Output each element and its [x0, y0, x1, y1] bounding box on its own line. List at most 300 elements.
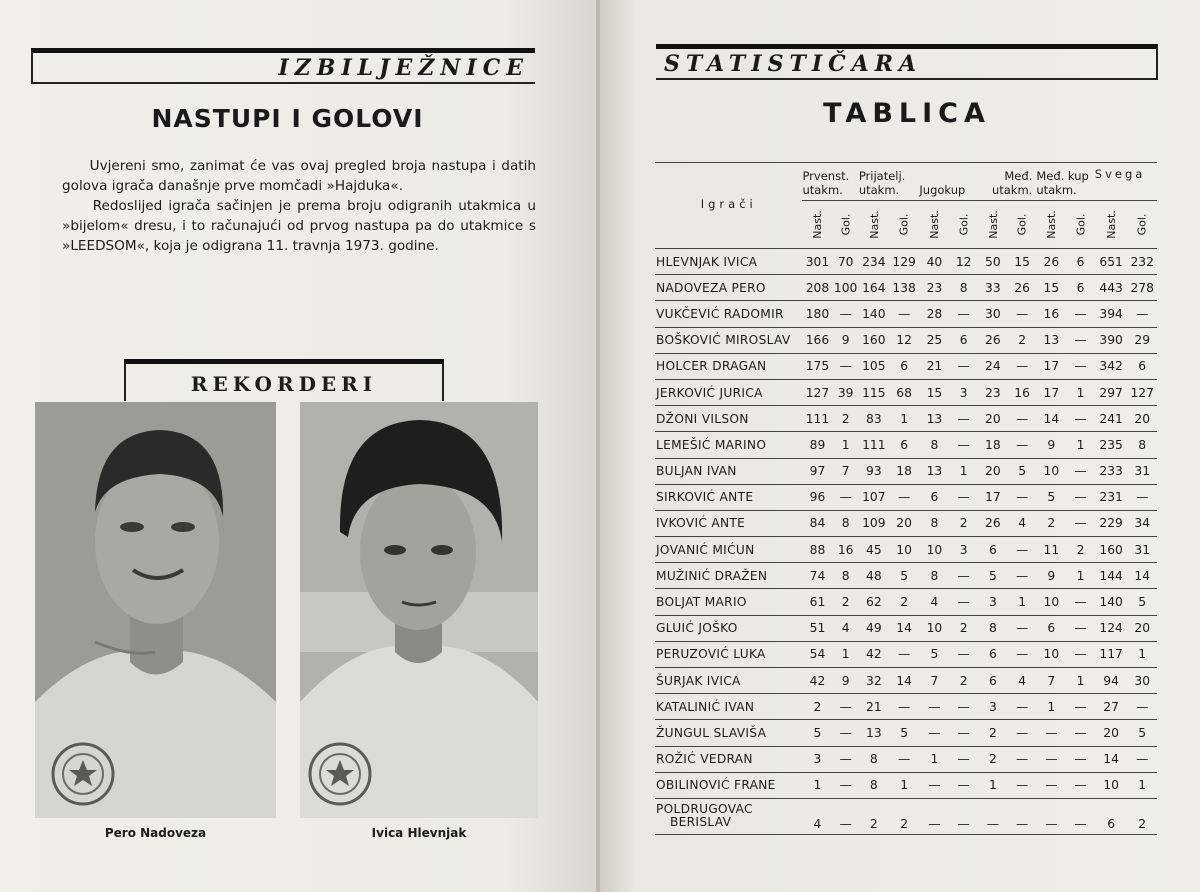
- stat-cell: 144: [1095, 563, 1128, 589]
- stat-cell: 30: [1127, 668, 1157, 694]
- stat-cell: 28: [919, 301, 949, 327]
- stat-cell: 23: [919, 275, 949, 301]
- stats-table: [655, 162, 1157, 835]
- stat-cell: 61: [802, 589, 832, 615]
- stat-cell: —: [832, 694, 858, 720]
- sub-nast-6-label: Nast.: [1104, 210, 1118, 239]
- stat-cell: —: [949, 484, 977, 510]
- stat-cell: 1: [1127, 772, 1157, 798]
- stat-cell: 10: [1036, 641, 1066, 667]
- sub-gol-2-label: Gol.: [897, 213, 911, 236]
- stat-cell: 8: [859, 772, 889, 798]
- stat-cell: 84: [802, 510, 832, 536]
- stat-cell: —: [889, 641, 920, 667]
- sub-nast-6: [1095, 201, 1128, 249]
- stat-cell: 6: [1036, 615, 1066, 641]
- player-name: OBILINOVIĆ FRANE: [655, 772, 802, 798]
- stat-cell: —: [919, 798, 949, 834]
- stat-cell: 94: [1095, 668, 1128, 694]
- stat-cell: 2: [832, 589, 858, 615]
- sub-nast-4: [978, 201, 1008, 249]
- stat-cell: —: [832, 772, 858, 798]
- sub-gol-1-label: Gol.: [839, 213, 853, 236]
- stat-cell: —: [832, 720, 858, 746]
- stat-cell: 29: [1127, 327, 1157, 353]
- stat-cell: 2: [1036, 510, 1066, 536]
- rekorderi-title: REKORDERI: [190, 372, 378, 396]
- player-photo-1-image: [35, 402, 276, 818]
- stat-cell: 3: [949, 379, 977, 405]
- stat-cell: 3: [978, 694, 1008, 720]
- sub-gol-3-label: Gol.: [957, 213, 971, 236]
- stat-cell: —: [1127, 301, 1157, 327]
- stat-cell: 117: [1095, 641, 1128, 667]
- stat-cell: —: [1066, 798, 1094, 834]
- stat-cell: 1: [832, 641, 858, 667]
- stat-cell: 20: [978, 458, 1008, 484]
- sub-gol-5: [1066, 201, 1094, 249]
- player-name: [655, 798, 802, 834]
- table-row: [655, 327, 1157, 353]
- sub-gol-6: [1127, 201, 1157, 249]
- stats-table-body: [655, 249, 1157, 835]
- stat-cell: 17: [978, 484, 1008, 510]
- stat-cell: —: [949, 563, 977, 589]
- player-name: ŠURJAK IVICA: [655, 668, 802, 694]
- photo-caption-2: Ivica Hlevnjak: [371, 826, 467, 840]
- stat-cell: 13: [859, 720, 889, 746]
- player-name: ROŽIĆ VEDRAN: [655, 746, 802, 772]
- stat-cell: 16: [1008, 379, 1036, 405]
- player-name: JERKOVIĆ JURICA: [655, 379, 802, 405]
- stat-cell: 6: [889, 353, 920, 379]
- stat-cell: 50: [978, 249, 1008, 275]
- stat-cell: —: [949, 406, 977, 432]
- intro-text: [62, 156, 536, 256]
- stat-cell: 278: [1127, 275, 1157, 301]
- stat-cell: 100: [832, 275, 858, 301]
- player-name: BOŠKOVIĆ MIROSLAV: [655, 327, 802, 353]
- stat-cell: 3: [802, 746, 832, 772]
- table-row: [655, 249, 1157, 275]
- stat-cell: 297: [1095, 379, 1128, 405]
- stat-cell: 25: [919, 327, 949, 353]
- stat-cell: 7: [832, 458, 858, 484]
- player-name: SIRKOVIĆ ANTE: [655, 484, 802, 510]
- player-name: MUŽINIĆ DRAŽEN: [655, 563, 802, 589]
- stat-cell: 2: [889, 798, 920, 834]
- stat-cell: 2: [802, 694, 832, 720]
- stat-cell: 20: [889, 510, 920, 536]
- stat-cell: —: [889, 746, 920, 772]
- col-group-5: [1036, 163, 1094, 201]
- stat-cell: 160: [859, 327, 889, 353]
- rekorderi-box: [124, 359, 444, 401]
- stat-cell: 7: [1036, 668, 1066, 694]
- stat-cell: 2: [1008, 327, 1036, 353]
- col-group-2-line2: utakm.: [858, 183, 900, 197]
- stat-cell: 232: [1127, 249, 1157, 275]
- stat-cell: 4: [1008, 510, 1036, 536]
- stat-cell: 93: [859, 458, 889, 484]
- player-name: NADOVEZA PERO: [655, 275, 802, 301]
- table-row: [655, 353, 1157, 379]
- stat-cell: 17: [1036, 379, 1066, 405]
- stat-cell: 18: [889, 458, 920, 484]
- stat-cell: 89: [802, 432, 832, 458]
- stat-cell: 1: [1008, 589, 1036, 615]
- stat-cell: 31: [1127, 537, 1157, 563]
- stat-cell: 140: [1095, 589, 1128, 615]
- stat-cell: 62: [859, 589, 889, 615]
- stat-cell: 394: [1095, 301, 1128, 327]
- player-photo-1: [35, 402, 276, 818]
- intro-paragraph-2: [62, 196, 536, 256]
- stat-cell: 6: [978, 537, 1008, 563]
- stat-cell: —: [1066, 484, 1094, 510]
- stat-cell: 14: [1036, 406, 1066, 432]
- photo-caption-1: Pero Nadoveza: [104, 826, 207, 840]
- stat-cell: 33: [978, 275, 1008, 301]
- stat-cell: —: [949, 772, 977, 798]
- stat-cell: —: [889, 484, 920, 510]
- stat-cell: 83: [859, 406, 889, 432]
- stat-cell: 48: [859, 563, 889, 589]
- stat-cell: 1: [802, 772, 832, 798]
- stat-cell: 8: [1127, 432, 1157, 458]
- stat-cell: —: [949, 720, 977, 746]
- stat-cell: 2: [832, 406, 858, 432]
- stat-cell: 26: [1008, 275, 1036, 301]
- stat-cell: 2: [978, 746, 1008, 772]
- col-group-1-line1: Prvenst.: [802, 169, 850, 183]
- stat-cell: 2: [949, 668, 977, 694]
- stat-cell: 23: [978, 379, 1008, 405]
- stat-cell: 24: [978, 353, 1008, 379]
- table-row: [655, 694, 1157, 720]
- sub-gol-4-label: Gol.: [1015, 213, 1029, 236]
- stat-cell: —: [1066, 458, 1094, 484]
- stat-cell: 115: [859, 379, 889, 405]
- table-row: [655, 275, 1157, 301]
- stat-cell: 164: [859, 275, 889, 301]
- stat-cell: 4: [1008, 668, 1036, 694]
- stat-cell: 5: [1127, 589, 1157, 615]
- stat-cell: 6: [978, 641, 1008, 667]
- stat-cell: 9: [1036, 563, 1066, 589]
- stat-cell: 231: [1095, 484, 1128, 510]
- stat-cell: 10: [919, 537, 949, 563]
- stat-cell: —: [1066, 746, 1094, 772]
- stat-cell: 5: [1127, 720, 1157, 746]
- stat-cell: —: [978, 798, 1008, 834]
- stat-cell: 109: [859, 510, 889, 536]
- player-name: GLUIĆ JOŠKO: [655, 615, 802, 641]
- stat-cell: —: [1036, 720, 1066, 746]
- table-row: [655, 458, 1157, 484]
- stat-cell: —: [1066, 301, 1094, 327]
- stat-cell: 1: [1127, 641, 1157, 667]
- stat-cell: 2: [949, 510, 977, 536]
- stat-cell: 6: [919, 484, 949, 510]
- stat-cell: —: [1127, 484, 1157, 510]
- stat-cell: 96: [802, 484, 832, 510]
- stat-cell: 26: [978, 327, 1008, 353]
- stat-cell: —: [919, 694, 949, 720]
- stat-cell: 8: [832, 563, 858, 589]
- stat-cell: —: [1066, 327, 1094, 353]
- stat-cell: 235: [1095, 432, 1128, 458]
- stat-cell: 34: [1127, 510, 1157, 536]
- stat-cell: 111: [802, 406, 832, 432]
- stat-cell: 127: [1127, 379, 1157, 405]
- stat-cell: 180: [802, 301, 832, 327]
- sub-nast-4-label: Nast.: [986, 210, 1000, 239]
- stat-cell: 301: [802, 249, 832, 275]
- stat-cell: 8: [978, 615, 1008, 641]
- player-name-line1: POLDRUGOVAC: [656, 802, 753, 817]
- table-row: [655, 720, 1157, 746]
- stat-cell: 1: [1066, 379, 1094, 405]
- table-row: [655, 406, 1157, 432]
- stat-cell: —: [1008, 537, 1036, 563]
- stat-cell: 14: [1095, 746, 1128, 772]
- stat-cell: —: [1008, 484, 1036, 510]
- stat-cell: 68: [889, 379, 920, 405]
- stat-cell: 32: [859, 668, 889, 694]
- stat-cell: 6: [1127, 353, 1157, 379]
- stat-cell: —: [1008, 353, 1036, 379]
- stat-cell: 4: [802, 798, 832, 834]
- stat-cell: 2: [978, 720, 1008, 746]
- page-title-left: NASTUPI I GOLOVI: [151, 104, 424, 133]
- stat-cell: 6: [1066, 249, 1094, 275]
- stat-cell: —: [832, 353, 858, 379]
- player-name-line2: BERISLAV: [670, 815, 732, 830]
- stat-cell: 21: [919, 353, 949, 379]
- stat-cell: 160: [1095, 537, 1128, 563]
- stat-cell: —: [832, 484, 858, 510]
- stat-cell: 20: [1095, 720, 1128, 746]
- stat-cell: 1: [949, 458, 977, 484]
- sub-gol-2: [889, 201, 920, 249]
- table-row: [655, 615, 1157, 641]
- stat-cell: 6: [889, 432, 920, 458]
- stat-cell: —: [889, 694, 920, 720]
- stat-cell: 8: [919, 510, 949, 536]
- stat-cell: 21: [859, 694, 889, 720]
- stat-cell: 2: [889, 589, 920, 615]
- table-row: [655, 798, 1157, 834]
- stat-cell: 13: [1036, 327, 1066, 353]
- table-row: [655, 432, 1157, 458]
- stat-cell: 124: [1095, 615, 1128, 641]
- stat-cell: —: [949, 589, 977, 615]
- player-name: LEMEŠIĆ MARINO: [655, 432, 802, 458]
- intro-paragraph-1-text: Uvjereni smo, zanimat će vas ovaj pregled broja nastupa i datih golova igrača današnje prve momčadi »Hajduka«.: [62, 158, 536, 194]
- sub-gol-3: [949, 201, 977, 249]
- stat-cell: 10: [1036, 589, 1066, 615]
- sub-nast-3-label: Nast.: [927, 210, 941, 239]
- stat-cell: 10: [889, 537, 920, 563]
- stat-cell: —: [1036, 772, 1066, 798]
- player-name: HLEVNJAK IVICA: [655, 249, 802, 275]
- col-group-5-line1: Međ. kup: [1036, 169, 1089, 183]
- sub-gol-4: [1008, 201, 1036, 249]
- stat-cell: —: [949, 301, 977, 327]
- stat-cell: 13: [919, 458, 949, 484]
- player-name: BULJAN IVAN: [655, 458, 802, 484]
- stat-cell: 6: [1066, 275, 1094, 301]
- table-row: [655, 510, 1157, 536]
- stat-cell: 111: [859, 432, 889, 458]
- stat-cell: 233: [1095, 458, 1128, 484]
- stat-cell: —: [1066, 720, 1094, 746]
- stat-cell: 74: [802, 563, 832, 589]
- stat-cell: —: [1066, 641, 1094, 667]
- table-row: [655, 772, 1157, 798]
- stat-cell: 6: [949, 327, 977, 353]
- player-name: VUKČEVIĆ RADOMIR: [655, 301, 802, 327]
- stat-cell: —: [1066, 510, 1094, 536]
- sub-nast-5: [1036, 201, 1066, 249]
- stat-cell: 1: [889, 406, 920, 432]
- stat-cell: 40: [919, 249, 949, 275]
- stat-cell: 26: [978, 510, 1008, 536]
- sub-nast-3: [919, 201, 949, 249]
- stat-cell: 51: [802, 615, 832, 641]
- stat-cell: 5: [978, 563, 1008, 589]
- stat-cell: —: [1008, 563, 1036, 589]
- intro-paragraph-1: [62, 156, 536, 196]
- stat-cell: —: [1066, 406, 1094, 432]
- stat-cell: 70: [832, 249, 858, 275]
- stat-cell: 45: [859, 537, 889, 563]
- stat-cell: —: [919, 720, 949, 746]
- stat-cell: 27: [1095, 694, 1128, 720]
- stat-cell: —: [832, 798, 858, 834]
- stat-cell: 88: [802, 537, 832, 563]
- stat-cell: 1: [1066, 668, 1094, 694]
- stat-cell: 5: [802, 720, 832, 746]
- stat-cell: —: [889, 301, 920, 327]
- stat-cell: 1: [1066, 432, 1094, 458]
- player-name: PERUZOVIĆ LUKA: [655, 641, 802, 667]
- right-header-bar: [656, 44, 1158, 80]
- stat-cell: 166: [802, 327, 832, 353]
- col-group-1: [802, 163, 858, 201]
- stat-cell: 1: [1036, 694, 1066, 720]
- stat-cell: —: [1066, 589, 1094, 615]
- table-row: [655, 589, 1157, 615]
- stat-cell: 107: [859, 484, 889, 510]
- stat-cell: 175: [802, 353, 832, 379]
- stat-cell: 9: [832, 668, 858, 694]
- stat-cell: —: [1008, 641, 1036, 667]
- col-group-2: [859, 163, 920, 201]
- stat-cell: 6: [1095, 798, 1128, 834]
- stat-cell: 54: [802, 641, 832, 667]
- col-group-3-line2: Jugokup: [919, 183, 966, 197]
- stat-cell: —: [1008, 694, 1036, 720]
- stat-cell: 42: [859, 641, 889, 667]
- stat-cell: 15: [1008, 249, 1036, 275]
- stat-cell: —: [1008, 798, 1036, 834]
- stat-cell: 97: [802, 458, 832, 484]
- stat-cell: 20: [1127, 615, 1157, 641]
- col-group-4: [978, 163, 1036, 201]
- stat-cell: —: [832, 301, 858, 327]
- player-name: KATALINIĆ IVAN: [655, 694, 802, 720]
- player-photo-2-image: [300, 402, 538, 818]
- stat-cell: 138: [889, 275, 920, 301]
- player-photo-2: [300, 402, 538, 818]
- stat-cell: 12: [889, 327, 920, 353]
- stat-cell: 651: [1095, 249, 1128, 275]
- stat-cell: 4: [832, 615, 858, 641]
- col-header-players: Igrači: [655, 163, 802, 249]
- stat-cell: 3: [978, 589, 1008, 615]
- player-name: HOLCER DRAGAN: [655, 353, 802, 379]
- sub-nast-5-label: Nast.: [1044, 210, 1058, 239]
- stat-cell: 5: [1036, 484, 1066, 510]
- stat-cell: 241: [1095, 406, 1128, 432]
- stat-cell: —: [1008, 301, 1036, 327]
- stat-cell: 9: [832, 327, 858, 353]
- sub-gol-6-label: Gol.: [1135, 213, 1149, 236]
- left-header-bar: [31, 48, 535, 84]
- stat-cell: 6: [978, 668, 1008, 694]
- stat-cell: 1: [1066, 563, 1094, 589]
- stat-cell: 129: [889, 249, 920, 275]
- stat-cell: 16: [832, 537, 858, 563]
- stat-cell: 5: [919, 641, 949, 667]
- stat-cell: 8: [919, 563, 949, 589]
- left-header-text: IZBILJEŽNICE: [278, 55, 529, 81]
- stat-cell: 5: [1008, 458, 1036, 484]
- stat-cell: 18: [978, 432, 1008, 458]
- stat-cell: —: [1008, 615, 1036, 641]
- stat-cell: 13: [919, 406, 949, 432]
- sub-nast-2: [859, 201, 889, 249]
- stat-cell: 15: [919, 379, 949, 405]
- player-name: IVKOVIĆ ANTE: [655, 510, 802, 536]
- col-group-4-line2: utakm.: [991, 183, 1033, 197]
- stat-cell: 16: [1036, 301, 1066, 327]
- stat-cell: 1: [889, 772, 920, 798]
- stat-cell: —: [949, 746, 977, 772]
- table-row: [655, 668, 1157, 694]
- sub-nast-1-label: Nast.: [810, 210, 824, 239]
- stat-cell: 3: [949, 537, 977, 563]
- stat-cell: 11: [1036, 537, 1066, 563]
- sub-nast-2-label: Nast.: [867, 210, 881, 239]
- stat-cell: —: [832, 746, 858, 772]
- stat-cell: 7: [919, 668, 949, 694]
- stat-cell: —: [1036, 798, 1066, 834]
- stat-cell: 49: [859, 615, 889, 641]
- table-row: [655, 641, 1157, 667]
- stat-cell: 1: [978, 772, 1008, 798]
- stat-cell: 14: [1127, 563, 1157, 589]
- stat-cell: —: [1066, 615, 1094, 641]
- stat-cell: —: [1008, 720, 1036, 746]
- stat-cell: 2: [859, 798, 889, 834]
- stat-cell: 15: [1036, 275, 1066, 301]
- table-row: [655, 563, 1157, 589]
- stat-cell: 30: [978, 301, 1008, 327]
- stat-cell: 26: [1036, 249, 1066, 275]
